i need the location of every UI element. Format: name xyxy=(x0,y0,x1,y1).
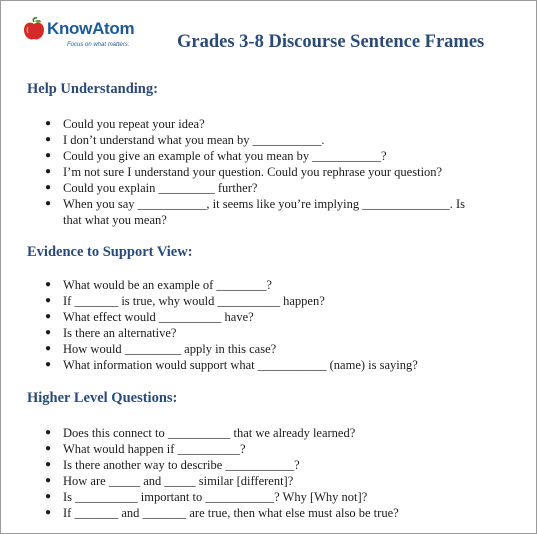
list-item-text: How are _____ and _____ similar [different]? xyxy=(63,474,294,488)
section-heading-help-understanding: Help Understanding: xyxy=(27,81,158,97)
list-item xyxy=(37,132,507,148)
list-item xyxy=(37,277,507,293)
list-item xyxy=(37,164,507,180)
help-understanding-list xyxy=(37,116,507,228)
evidence-list xyxy=(37,277,507,373)
list-item xyxy=(37,505,507,521)
list-item-text: Is __________ important to ___________? Why [Why not]? xyxy=(63,490,368,504)
list-item-text: Is there another way to describe ___________? xyxy=(63,458,300,472)
list-item-text: What would be an example of ________? xyxy=(63,278,272,292)
bullet-icon: ● xyxy=(45,166,52,177)
apple-icon xyxy=(23,17,45,41)
bullet-icon: ● xyxy=(45,182,52,193)
list-item-text: What information would support what ___________ (name) is saying? xyxy=(63,358,418,372)
knowatom-logo xyxy=(23,15,153,55)
bullet-icon: ● xyxy=(45,475,52,486)
list-item-text: Is there an alternative? xyxy=(63,326,177,340)
bullet-icon: ● xyxy=(45,443,52,454)
list-item-text: When you say ___________, it seems like you’re implying ______________. Is that what you mean? xyxy=(63,197,466,227)
list-item xyxy=(37,357,507,373)
list-item xyxy=(37,148,507,164)
list-item xyxy=(37,425,507,441)
logo-tagline: Focus on what matters. xyxy=(67,42,130,48)
list-item xyxy=(37,325,507,341)
list-item xyxy=(37,180,507,196)
document-header xyxy=(1,1,536,71)
bullet-icon: ● xyxy=(45,279,52,290)
list-item-text: What effect would __________ have? xyxy=(63,310,254,324)
bullet-icon: ● xyxy=(45,198,52,209)
bullet-icon: ● xyxy=(45,459,52,470)
list-item-text: Does this connect to __________ that we already learned? xyxy=(63,426,356,440)
list-item-text: I don’t understand what you mean by ___________. xyxy=(63,133,325,147)
logo-wordmark: KnowAtom xyxy=(47,19,135,38)
bullet-icon: ● xyxy=(45,507,52,518)
bullet-icon: ● xyxy=(45,150,52,161)
section-heading-evidence: Evidence to Support View: xyxy=(27,244,193,260)
bullet-icon: ● xyxy=(45,311,52,322)
bullet-icon: ● xyxy=(45,343,52,354)
list-item-text: If _______ and _______ are true, then what else must also be true? xyxy=(63,506,399,520)
bullet-icon: ● xyxy=(45,295,52,306)
bullet-icon: ● xyxy=(45,427,52,438)
bullet-icon: ● xyxy=(45,359,52,370)
bullet-icon: ● xyxy=(45,118,52,129)
list-item-text: How would _________ apply in this case? xyxy=(63,342,277,356)
list-item xyxy=(37,457,507,473)
higher-level-list xyxy=(37,425,507,521)
list-item xyxy=(37,309,507,325)
section-heading-higher-level: Higher Level Questions: xyxy=(27,390,178,406)
list-item xyxy=(37,116,507,132)
list-item xyxy=(37,293,507,309)
list-item-text: I’m not sure I understand your question. Could you rephrase your question? xyxy=(63,165,443,179)
list-item xyxy=(37,489,507,505)
list-item xyxy=(37,473,507,489)
list-item-text: What would happen if __________? xyxy=(63,442,246,456)
document-title: Grades 3-8 Discourse Sentence Frames xyxy=(177,32,485,52)
list-item-text: Could you repeat your idea? xyxy=(63,117,205,131)
list-item-text: Could you explain _________ further? xyxy=(63,181,258,195)
bullet-icon: ● xyxy=(45,327,52,338)
list-item-text: If _______ is true, why would __________ happen? xyxy=(63,294,325,308)
list-item xyxy=(37,196,473,228)
list-item xyxy=(37,341,507,357)
bullet-icon: ● xyxy=(45,134,52,145)
bullet-icon: ● xyxy=(45,491,52,502)
list-item-text: Could you give an example of what you mean by ___________? xyxy=(63,149,387,163)
list-item xyxy=(37,441,507,457)
